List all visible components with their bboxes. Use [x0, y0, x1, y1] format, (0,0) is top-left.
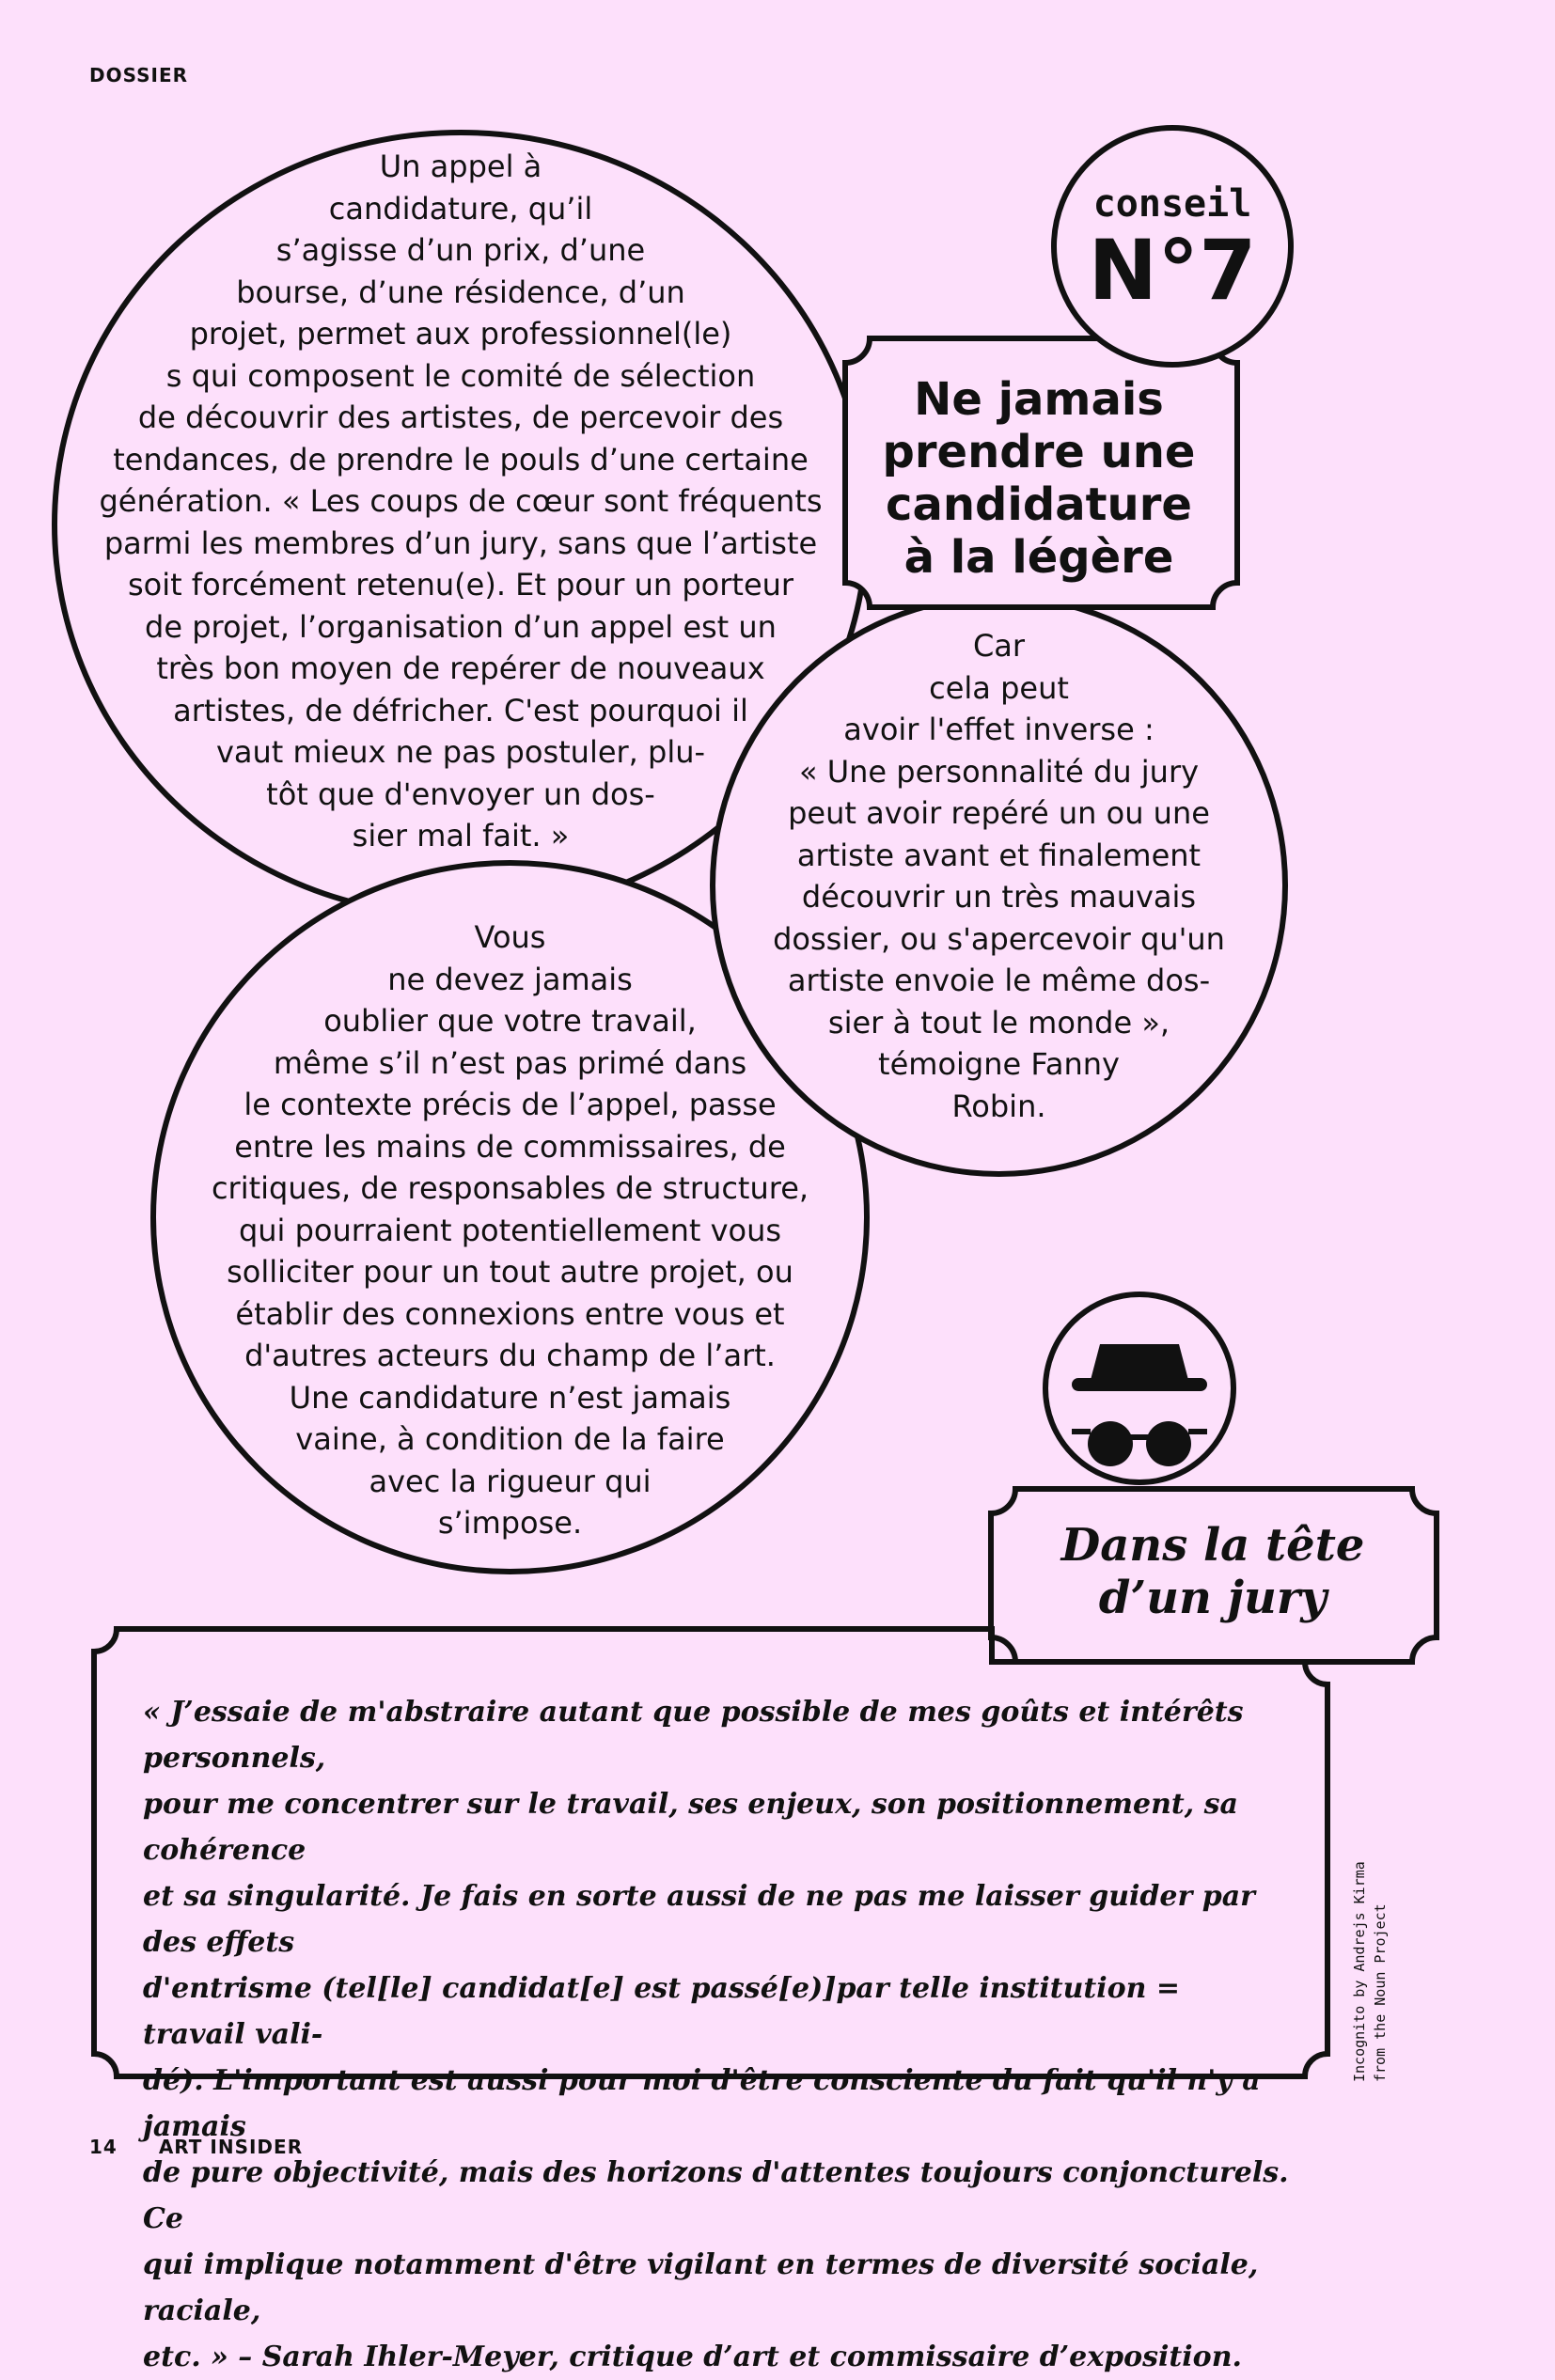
jury-quote: « J’essaie de m'abstraire autant que possible de mes goûts et intérêts personnels, pour me concentrer sur le travail, ses enjeux, son positionnement, sa cohérence et sa singularité. Je fais en sorte aussi de ne pas me laisser guider par des effets d'entrisme (tel[le] candidat[e] est passé[e)]par telle institution = travail vali- dé). L'important est aussi pour moi d'être consciente du fait qu'il n'y a jamais de pure objectivité, mais des horizons d'attentes toujours conjoncturels. Ce qui implique notamment d'être vigilant en termes de diversité sociale, raciale, etc. » – Sarah Ihler-Meyer, critique d’art et commissaire d’exposition. — [143, 1696, 1289, 2373]
main-title: Ne jamais prendre une candidature à la légère — [882, 373, 1196, 584]
section-label: DOSSIER — [89, 64, 189, 86]
magazine-name: ART INSIDER — [158, 2136, 304, 2158]
icon-credit: Incognito by Andrejs Kirma from the Noun Project — [1351, 1861, 1389, 2082]
badge-label: conseil — [1092, 182, 1252, 226]
page-number: 14 — [89, 2136, 118, 2158]
bubble-warning-text: Car cela peut avoir l'effet inverse : « Une personnalité du jury peut avoir repéré un ou une artiste avant et finalement découvrir un très mauvais dossier, ou s'apercevoir qu'un artiste envoie le même dos- sier à tout le monde », témoigne Fanny Robin. — [773, 628, 1225, 1124]
bubble-work-text: Vous ne devez jamais oublier que votre travail, même s’il n’est pas primé dans le contexte précis de l’appel, passe entre les mains de commissaires, de critiques, de responsables de structure, qui pourraient potentiellement vous solliciter pour un tout autre projet, ou établir des connexions entre vous et d'autres acteurs du champ de l’art. Une candidature n’est jamais vaine, à condition de la faire avec la rigueur qui s’impose. — [211, 919, 809, 1541]
bubble-intro-text: Un appel à candidature, qu’il s’agisse d’un prix, d’une bourse, d’une résidence, d’un projet, permet aux professionnel(le) s qui composent le comité de sélection de découvrir des artistes, de percevoir des tendances, de prendre le pouls d’une certaine génération. « Les coups de cœur sont fréquents parmi les membres d’un jury, sans que l’artiste soit forcément retenu(e). Et pour un porteur de projet, l’organisation d’un appel est un très bon moyen de repérer de nouveaux artistes, de défricher. C'est pourquoi il vaut mieux ne pas postuler, plu- tôt que d'envoyer un dos- sier mal fait. » — [99, 149, 823, 853]
jury-title: Dans la tête d’un jury — [1060, 1519, 1365, 1624]
badge-number: N°7 — [1088, 222, 1257, 319]
page-footer — [89, 2136, 337, 2158]
